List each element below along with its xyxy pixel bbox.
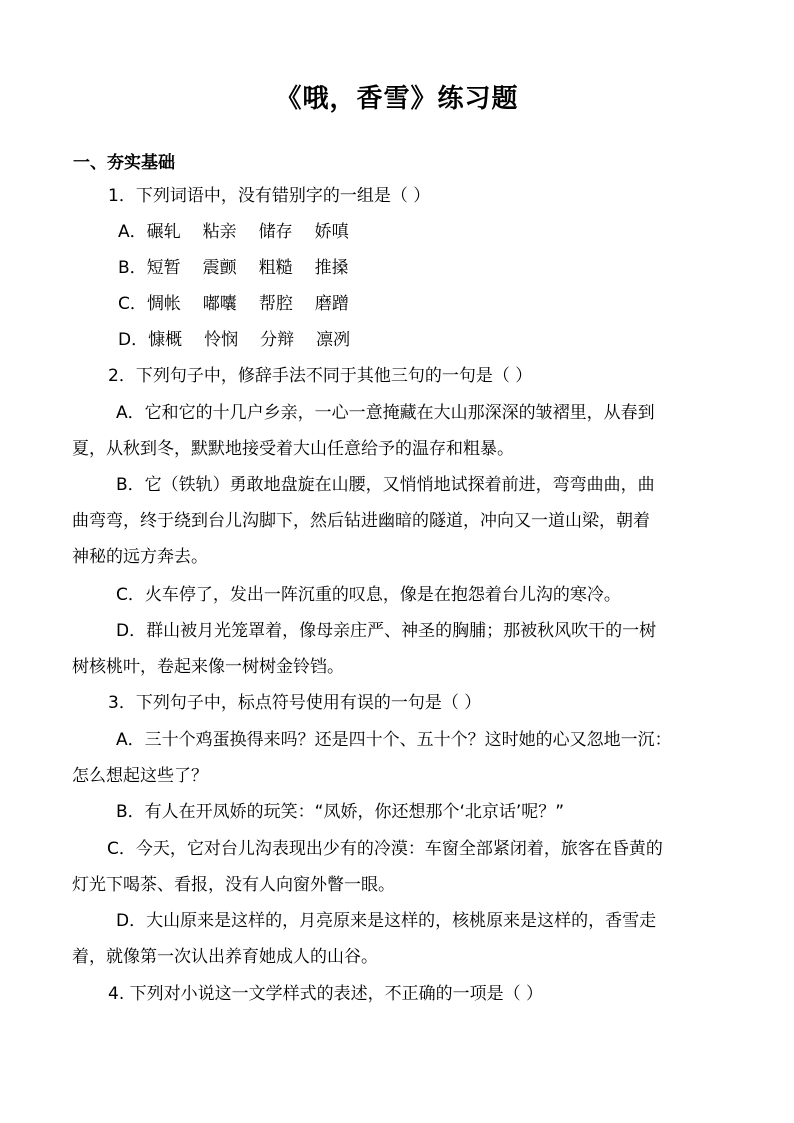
question-3-option-a-line-1: A．三十个鸡蛋换得来吗？还是四十个、五十个？这时她的心又忽地一沉： [116,730,672,750]
question-2-option-a-line-2: 夏，从秋到冬，默默地接受着大山任意给予的温存和粗暴。 [72,439,514,459]
question-2-option-c-line-1: C．火车停了，发出一阵沉重的叹息，像是在抱怨着台儿沟的寒冷。 [116,585,621,605]
option-word: 嘟囔 [202,294,237,314]
option-word: 碾轧 [146,222,181,242]
option-word: 震颤 [202,258,237,278]
question-1-stem: 1．下列词语中，没有错别字的一组是（ ） [108,186,431,206]
question-1-option-a [118,220,371,244]
option-word: 磨蹭 [314,294,349,314]
option-word: 帮腔 [258,294,293,314]
document-title: 《哦，香雪》练习题 [275,84,519,114]
option-letter: B． [118,258,147,278]
question-3-option-b-line-1: B．有人在开凤娇的玩笑：“凤娇，你还想那个‘北京话’呢？” [116,802,565,822]
option-word: 惆帐 [146,294,181,314]
question-2-option-b-line-3: 神秘的远方奔去。 [72,547,208,567]
option-word: 凛冽 [316,330,351,350]
question-2-option-d-line-2: 树核桃叶，卷起来像一树树金铃铛。 [72,657,344,677]
option-word: 推搡 [314,258,349,278]
option-letter: A． [118,222,147,242]
question-2-option-d-line-1: D．群山被月光笼罩着，像母亲庄严、神圣的胸脯；那被秋风吹干的一树 [116,621,657,641]
option-word: 慷概 [148,330,183,350]
question-3-stem: 3．下列句子中，标点符号使用有误的一句是（ ） [108,693,482,713]
question-1-option-c [118,292,371,316]
question-3-option-c-line-1: C．今天，它对台儿沟表现出少有的冷漠：车窗全部紧闭着，旅客在昏黄的 [107,839,663,859]
option-word: 粘亲 [202,222,237,242]
option-word: 娇嗔 [314,222,349,242]
option-word: 怜悯 [204,330,239,350]
question-3-option-d-line-2: 着，就像第一次认出养育她成人的山谷。 [72,947,378,967]
question-3-option-d-line-1: D．大山原来是这样的，月亮原来是这样的，核桃原来是这样的，香雪走 [116,911,657,931]
question-3-option-c-line-2: 灯光下喝茶、看报，没有人向窗外瞥一眼。 [72,875,395,895]
question-2-option-a-line-1: A．它和它的十几户乡亲，一心一意掩藏在大山那深深的皱褶里，从春到 [116,403,655,423]
question-2-stem: 2．下列句子中，修辞手法不同于其他三句的一句是（ ） [108,366,533,386]
question-1-option-b [118,256,371,280]
option-word: 粗糙 [258,258,293,278]
question-3-option-a-line-2: 怎么想起这些了？ [72,766,208,786]
section-heading: 一、夯实基础 [73,153,175,173]
question-1-option-d [118,328,372,352]
option-word: 储存 [258,222,293,242]
question-2-option-b-line-2: 曲弯弯，终于绕到台儿沟脚下，然后钻进幽暗的隧道，冲向又一道山梁，朝着 [72,511,650,531]
option-word: 分辩 [260,330,295,350]
option-letter: D． [118,330,149,350]
question-2-option-b-line-1: B．它（铁轨）勇敢地盘旋在山腰，又悄悄地试探着前进，弯弯曲曲，曲 [116,475,655,495]
option-word: 短暂 [146,258,181,278]
option-letter: C． [118,294,147,314]
question-4-stem: 4. 下列对小说这一文学样式的表述，不正确的一项是（ ） [108,984,544,1004]
